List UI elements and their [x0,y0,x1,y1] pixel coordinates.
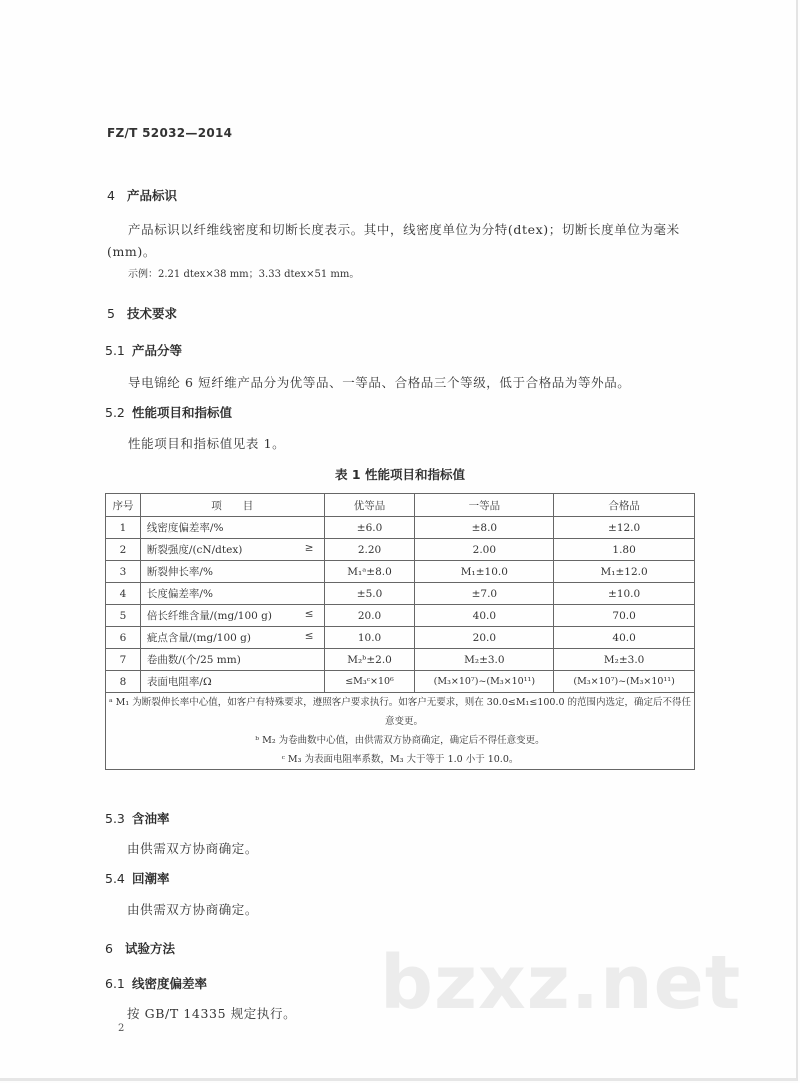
table-row [106,605,695,627]
table-row [106,561,695,583]
section-5-3-heading: 5.3 含油率 [105,811,170,826]
table-note-a: ᵃ M₁ 为断裂伸长率中心值，如客户有特殊要求，遵照客户要求执行。如客户无要求，则在 30.0≤M₁≤100.0 的范围内选定，确定后不得任意变更。 [108,697,692,727]
cell-first: M₂±3.0 [415,649,554,671]
cell-qualified: M₁±12.0 [554,561,695,583]
cell-no: 4 [106,583,141,605]
table-row [106,627,695,649]
section-6-heading: 6 试验方法 [105,941,176,956]
section-5-3-para: 由供需双方协商确定。 [127,841,259,856]
cell-qualified: 70.0 [554,605,695,627]
cell-item: 倍长纤维含量/(mg/100 g) ≤ [140,605,324,627]
section-5-4-para: 由供需双方协商确定。 [127,902,259,917]
cell-premium: ±5.0 [324,583,415,605]
spec-table [105,493,695,770]
cell-first: M₁±10.0 [415,561,554,583]
section-5-2-heading: 5.2 性能项目和指标值 [105,405,233,420]
cell-item: 卷曲数/(个/25 mm) [140,649,324,671]
cell-premium: ≤M₃ᶜ×10⁶ [324,671,415,693]
table-note-b: ᵇ M₂ 为卷曲数中心值，由供需双方协商确定，确定后不得任意变更。 [255,735,545,746]
header-premium: 优等品 [324,494,415,517]
cell-qualified: ±12.0 [554,517,695,539]
table-notes-row [106,693,695,770]
cell-no: 6 [106,627,141,649]
page-number: 2 [118,1023,125,1034]
table-row [106,583,695,605]
watermark: bzxz.net [380,940,742,1026]
cell-no: 7 [106,649,141,671]
cell-item: 线密度偏差率/% [140,517,324,539]
table-row [106,517,695,539]
cell-item: 疵点含量/(mg/100 g) ≤ [140,627,324,649]
cell-item: 长度偏差率/% [140,583,324,605]
cell-first: 20.0 [415,627,554,649]
cell-premium: ±6.0 [324,517,415,539]
cell-premium: 10.0 [324,627,415,649]
cell-no: 5 [106,605,141,627]
standard-code: FZ/T 52032—2014 [107,126,233,140]
cell-qualified: M₂±3.0 [554,649,695,671]
cell-first: (M₃×10⁷)~(M₃×10¹¹) [415,671,554,693]
cell-qualified: 40.0 [554,627,695,649]
table-header-row [106,494,695,517]
table-note-c: ᶜ M₃ 为表面电阻率系数，M₃ 大于等于 1.0 小于 10.0。 [281,754,519,765]
cell-first: 40.0 [415,605,554,627]
cell-premium: M₂ᵇ±2.0 [324,649,415,671]
section-5-heading: 5 技术要求 [107,306,178,321]
section-5-4-heading: 5.4 回潮率 [105,871,170,886]
cell-item: 表面电阻率/Ω [140,671,324,693]
cell-item: 断裂强度/(cN/dtex) ≥ [140,539,324,561]
cell-no: 3 [106,561,141,583]
header-item: 项 目 [140,494,324,517]
cell-no: 1 [106,517,141,539]
section-4-heading: 4 产品标识 [107,188,178,203]
table-row [106,671,695,693]
section-6-1-para: 按 GB/T 14335 规定执行。 [127,1006,297,1021]
cell-first: ±8.0 [415,517,554,539]
section-5-1-heading: 5.1 产品分等 [105,343,183,358]
section-5-1-para: 导电锦纶 6 短纤维产品分为优等品、一等品、合格品三个等级，低于合格品为等外品。 [128,375,631,390]
cell-first: 2.00 [415,539,554,561]
cell-item: 断裂伸长率/% [140,561,324,583]
header-no: 序号 [106,494,141,517]
cell-qualified: 1.80 [554,539,695,561]
table-notes [106,693,695,770]
section-4-para-line2: (mm)。 [107,244,156,259]
header-first: 一等品 [415,494,554,517]
cell-no: 8 [106,671,141,693]
section-4-para-line1: 产品标识以纤维线密度和切断长度表示。其中，线密度单位为分特(dtex)；切断长度单位为毫米 [128,222,680,237]
cell-qualified: ±10.0 [554,583,695,605]
cell-qualified: (M₃×10⁷)~(M₃×10¹¹) [554,671,695,693]
header-qualified: 合格品 [554,494,695,517]
cell-first: ±7.0 [415,583,554,605]
cell-premium: 2.20 [324,539,415,561]
table-caption: 表 1 性能项目和指标值 [335,467,465,482]
section-5-2-para: 性能项目和指标值见表 1。 [128,436,286,451]
cell-premium: 20.0 [324,605,415,627]
section-4-example: 示例：2.21 dtex×38 mm；3.33 dtex×51 mm。 [128,269,360,280]
section-6-1-heading: 6.1 线密度偏差率 [105,976,208,991]
cell-no: 2 [106,539,141,561]
table-row [106,649,695,671]
table-row [106,539,695,561]
cell-premium: M₁ᵃ±8.0 [324,561,415,583]
